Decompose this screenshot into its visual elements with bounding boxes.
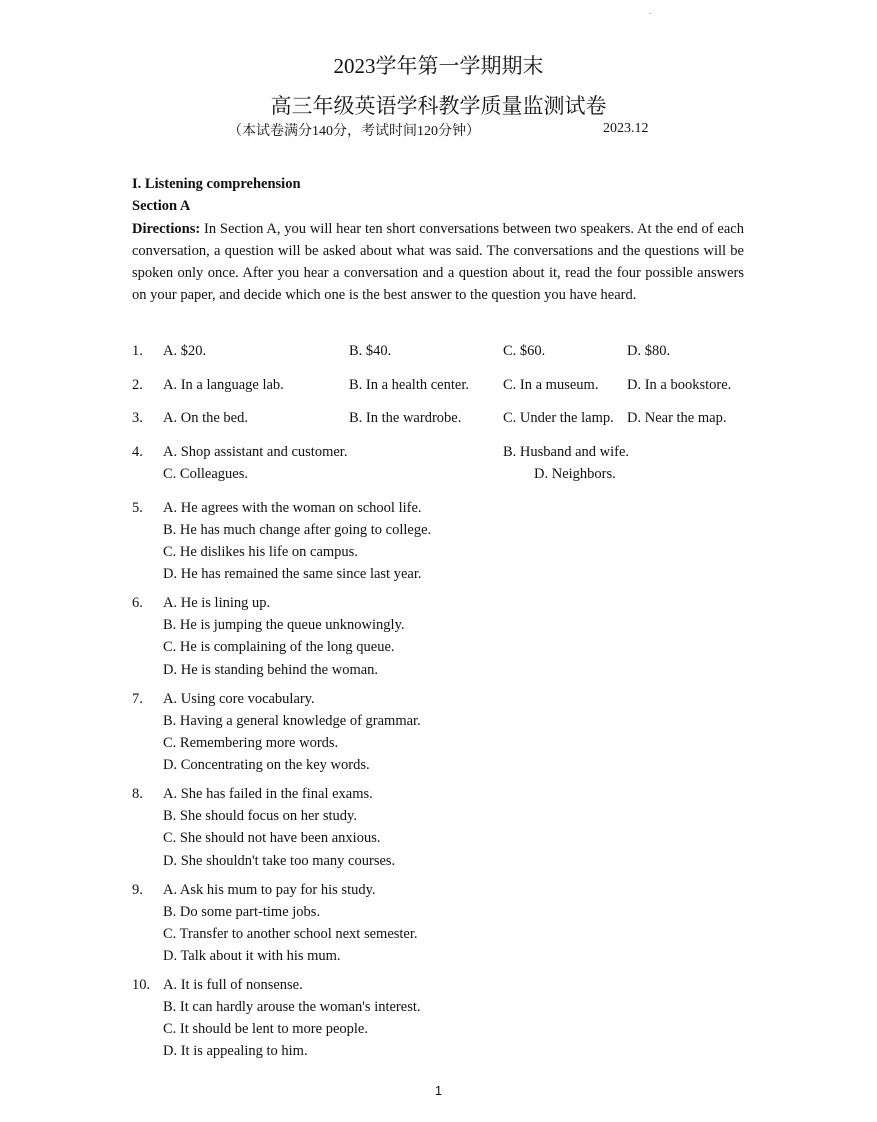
option-a: A. Shop assistant and customer. <box>163 444 348 460</box>
option-d: D. Near the map. <box>627 410 727 426</box>
option-c: C. Under the lamp. <box>503 410 614 426</box>
option-d: D. He is standing behind the woman. <box>163 662 379 678</box>
section-title: Section A <box>132 198 191 214</box>
option-a: A. Using core vocabulary. <box>163 691 315 707</box>
option-c: C. In a museum. <box>503 377 599 393</box>
option-c: C. Remembering more words. <box>163 735 339 751</box>
option-b: B. In the wardrobe. <box>349 410 462 426</box>
question-number: 5. <box>132 500 143 516</box>
option-d: D. She shouldn't take too many courses. <box>163 853 396 869</box>
question-number: 7. <box>132 691 143 707</box>
question-number: 4. <box>132 444 143 460</box>
option-a: A. He is lining up. <box>163 595 271 611</box>
exam-date: 2023.12 <box>603 121 649 136</box>
option-d: D. He has remained the same since last year. <box>163 566 422 582</box>
option-b: B. She should focus on her study. <box>163 808 357 824</box>
question-number: 2. <box>132 377 143 393</box>
option-b: B. He is jumping the queue unknowingly. <box>163 617 405 633</box>
question-number: 8. <box>132 786 143 802</box>
question-number: 6. <box>132 595 143 611</box>
option-d: D. Neighbors. <box>534 466 616 482</box>
exam-title-line2: 高三年级英语学科教学质量监测试卷 <box>270 94 607 118</box>
option-b: B. $40. <box>349 343 392 359</box>
option-d: D. In a bookstore. <box>627 377 732 393</box>
option-a: A. $20. <box>163 343 207 359</box>
question-number: 10. <box>132 977 151 993</box>
question-number: 9. <box>132 882 143 898</box>
option-d: D. $80. <box>627 343 671 359</box>
option-a: A. It is full of nonsense. <box>163 977 303 993</box>
question-number: 1. <box>132 343 143 359</box>
option-c: C. She should not have been anxious. <box>163 830 381 846</box>
option-c: C. Colleagues. <box>163 466 248 482</box>
option-b: B. Husband and wife. <box>503 444 630 460</box>
option-c: C. He is complaining of the long queue. <box>163 639 395 655</box>
option-b: B. It can hardly arouse the woman's interest. <box>163 999 421 1015</box>
option-b: B. In a health center. <box>349 377 469 393</box>
option-a: A. On the bed. <box>163 410 248 426</box>
option-c: C. He dislikes his life on campus. <box>163 544 358 560</box>
option-b: B. Having a general knowledge of grammar. <box>163 713 421 729</box>
directions <box>132 218 744 306</box>
option-b: B. He has much change after going to college. <box>163 522 432 538</box>
page-number: 1 <box>434 1083 443 1098</box>
option-d: D. Talk about it with his mum. <box>163 948 341 964</box>
option-d: D. Concentrating on the key words. <box>163 757 370 773</box>
option-a: A. Ask his mum to pay for his study. <box>163 882 376 898</box>
exam-title-line1: 2023学年第一学期期末 <box>333 54 544 78</box>
directions-text: In Section A, you will hear ten short conversations between two speakers. At the end of each conversation, a question will be asked about what was said. The conversations and the questions will be spoken only once. After you hear a conversation and a question about it, read the four possible answers on your paper, and decide which one is the best answer to the question you have heard. <box>132 221 744 303</box>
top-mark: . <box>649 6 652 17</box>
directions-label: Directions: <box>132 221 201 237</box>
option-d: D. It is appealing to him. <box>163 1043 308 1059</box>
option-b: B. Do some part-time jobs. <box>163 904 321 920</box>
option-a: A. She has failed in the final exams. <box>163 786 373 802</box>
part-title: I. Listening comprehension <box>132 176 301 192</box>
option-c: C. It should be lent to more people. <box>163 1021 368 1037</box>
question-number: 3. <box>132 410 143 426</box>
exam-note: （本试卷满分140分，考试时间120分钟） <box>228 124 480 139</box>
option-a: A. In a language lab. <box>163 377 284 393</box>
option-a: A. He agrees with the woman on school life. <box>163 500 422 516</box>
option-c: C. Transfer to another school next semester. <box>163 926 418 942</box>
option-c: C. $60. <box>503 343 546 359</box>
